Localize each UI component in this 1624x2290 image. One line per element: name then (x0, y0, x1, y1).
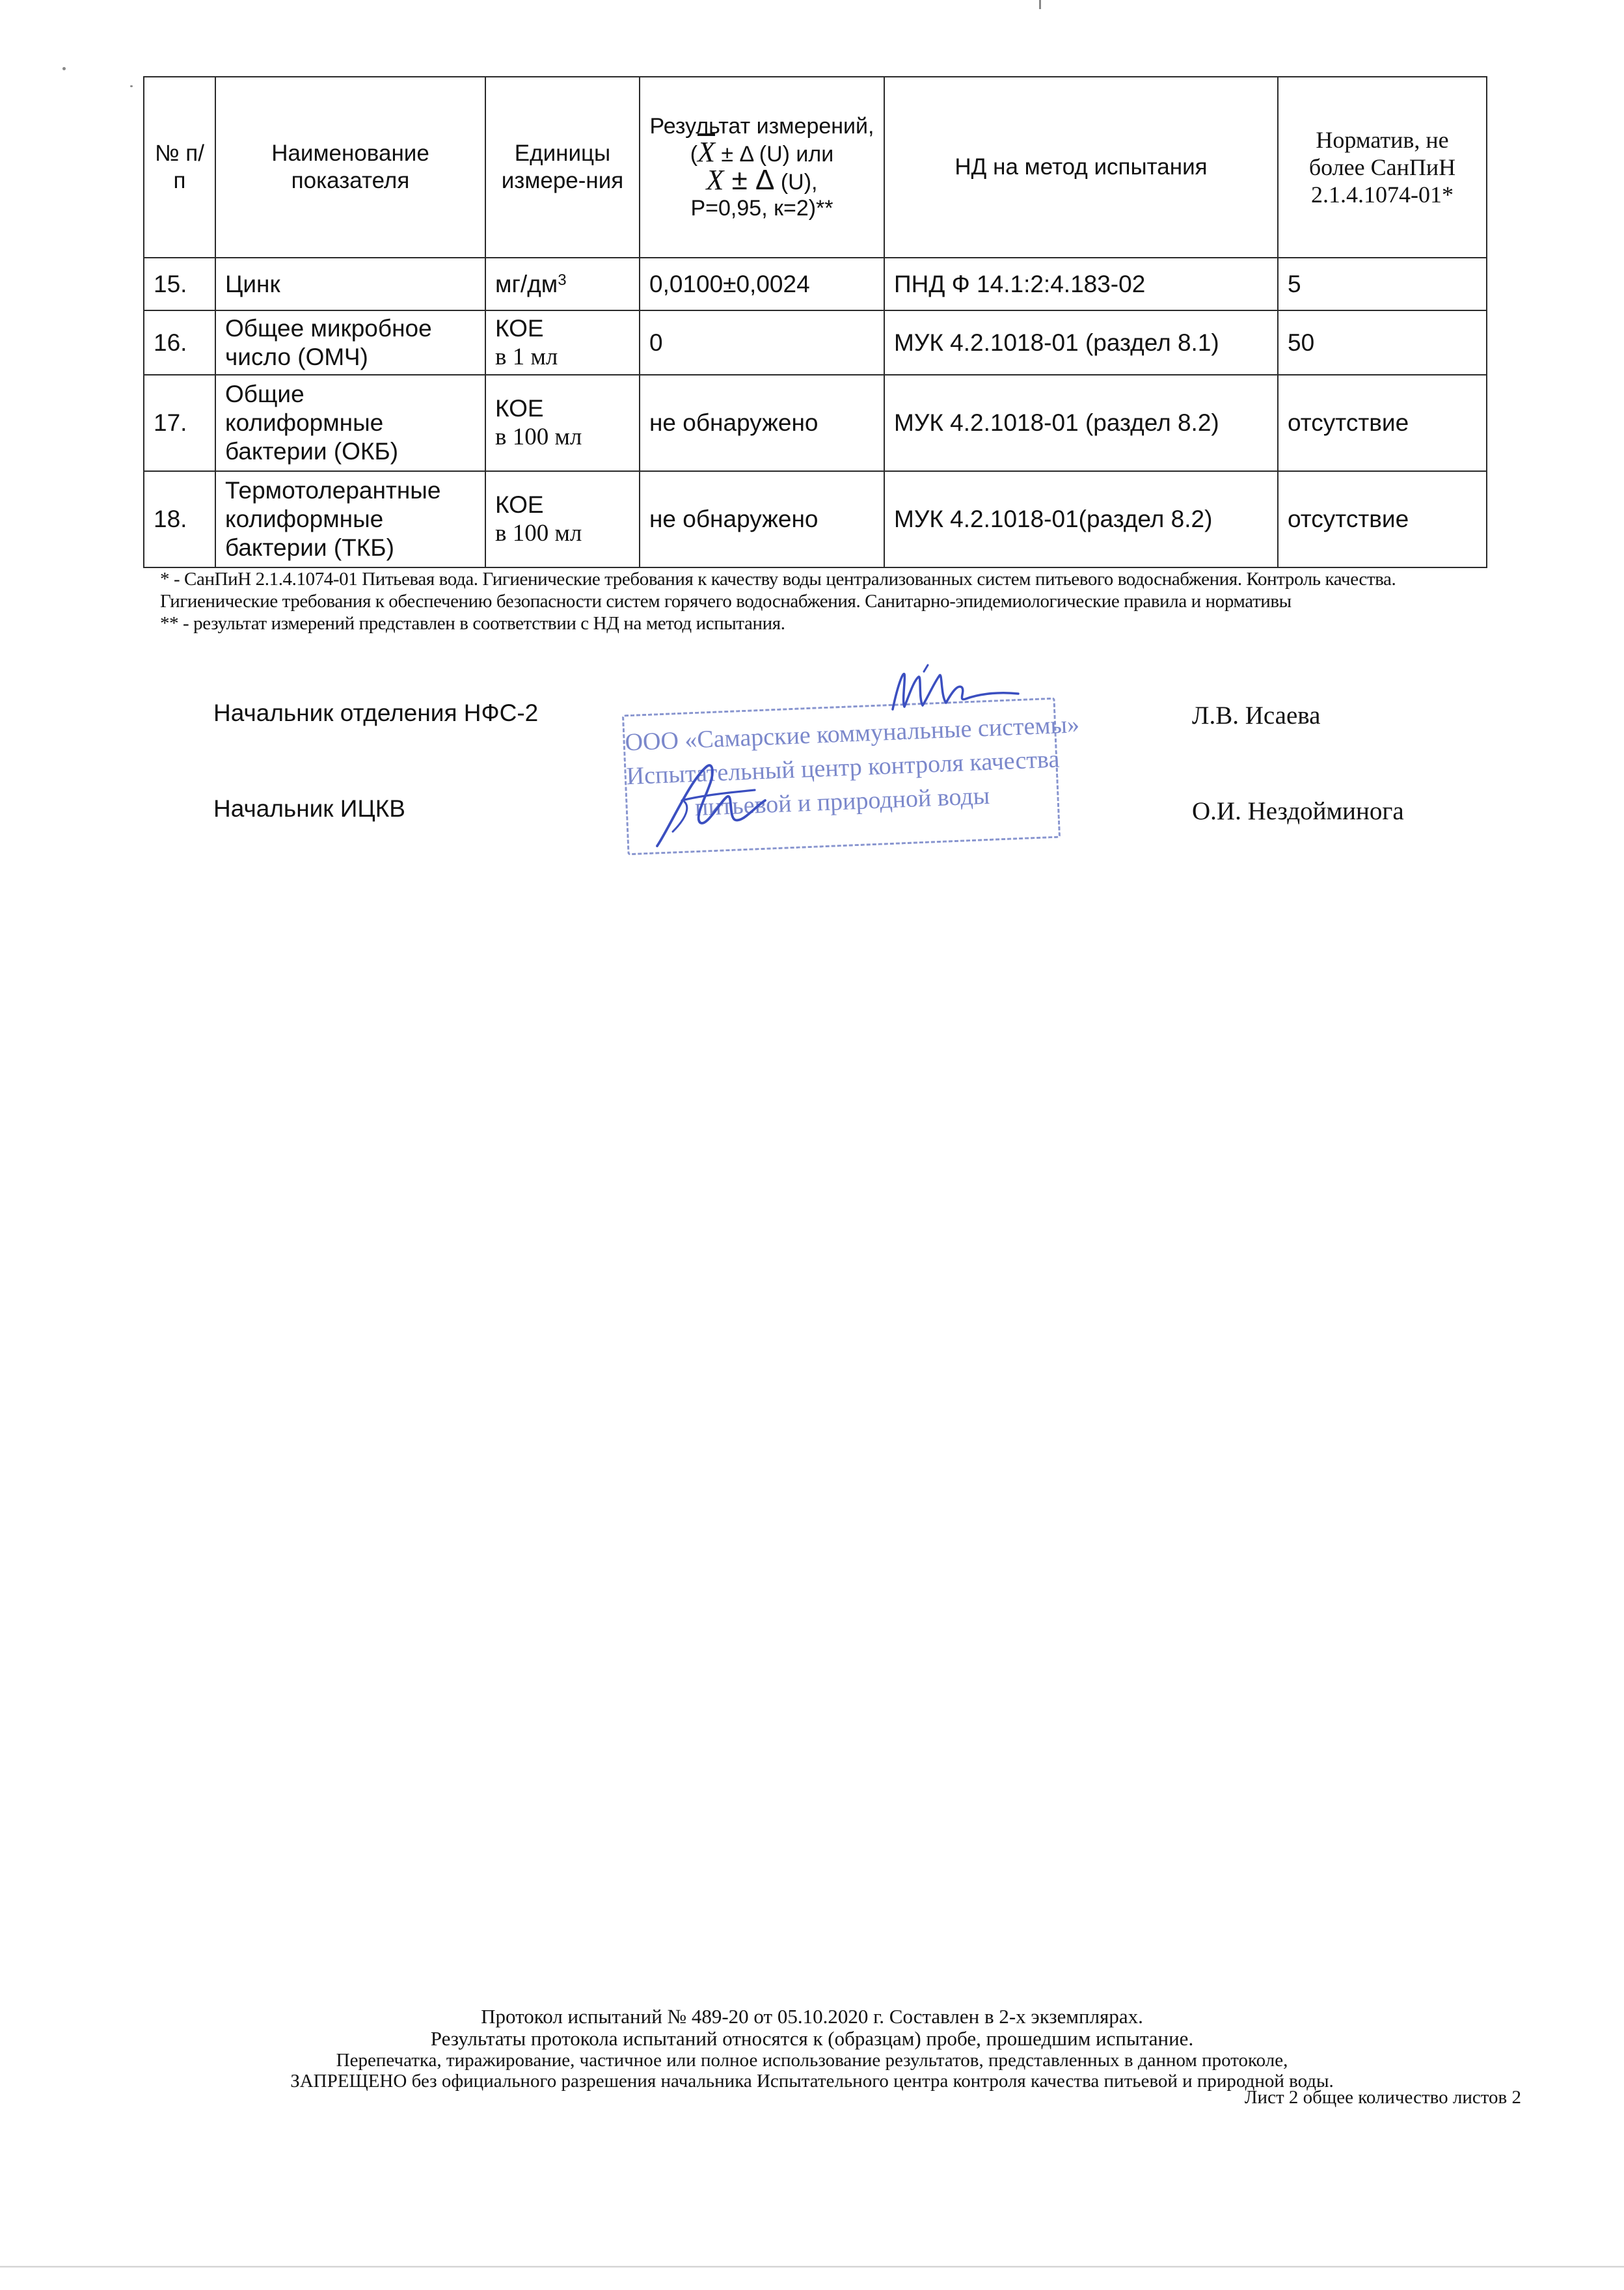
row-number: 17. (144, 375, 215, 471)
stamp-line-center: Испытательный центр контроля качества (625, 745, 1061, 791)
row-unit: КОЕ в 100 мл (485, 471, 640, 567)
signatory-name-1: Л.В. Исаева (1192, 702, 1321, 729)
scan-speck (1039, 0, 1041, 9)
footnote-sanpin-continued: Гигиенические требования к обеспечению безопасности систем горячего водоснабжения. Санитарно-эпидемиологические правила и нормативы (160, 591, 1292, 612)
results-table (143, 76, 1487, 568)
header-measurement-result (640, 77, 884, 258)
protocol-prohibition-line: ЗАПРЕЩЕНО без официального разрешения начальника Испытательного центра контроля качества питьевой и природной воды. (290, 2071, 1334, 2092)
table-row (144, 471, 1487, 567)
row-indicator-name: Общие колиформные бактерии (ОКБ) (215, 375, 485, 471)
row-method: ПНД Ф 14.1:2:4.183-02 (884, 258, 1278, 310)
formula-x-bar: $\overline{X}$ (697, 136, 715, 168)
table-row (144, 375, 1487, 471)
header-units: Единицы измере-ния (485, 77, 640, 258)
footnote-measurement: ** - результат измерений представлен в соответствии с НД на метод испытания. (160, 613, 785, 634)
header-test-method: НД на метод испытания (884, 77, 1278, 258)
row-number: 18. (144, 471, 215, 567)
footnotes (160, 568, 1526, 634)
row-result: 0 (640, 310, 884, 375)
row-indicator-name: Общее микробное число (ОМЧ) (215, 310, 485, 375)
row-norm: отсутствие (1278, 471, 1487, 567)
stamp-line-water: питьевой и природной воды (694, 782, 990, 822)
row-number: 16. (144, 310, 215, 375)
scan-speck (62, 67, 66, 70)
row-norm: 50 (1278, 310, 1487, 375)
header-number: № п/п (144, 77, 215, 258)
row-method: МУК 4.2.1018-01 (раздел 8.1) (884, 310, 1278, 375)
sheet-counter: Лист 2 общее количество листов 2 (1244, 2087, 1521, 2108)
header-result-formula-1: ($\overline{X} \pm \Delta$ (U) или (690, 136, 834, 168)
signatory-name-2: О.И. Нездойминога (1192, 797, 1404, 825)
row-indicator-name: Цинк (215, 258, 485, 310)
scan-page-edge (0, 2266, 1624, 2268)
protocol-scope-line: Результаты протокола испытаний относятся к (образцам) пробе, прошедшим испытание. (430, 2027, 1194, 2050)
row-method: МУК 4.2.1018-01(раздел 8.2) (884, 471, 1278, 567)
header-result-title: Результат измерений, (649, 114, 874, 139)
protocol-reprint-line: Перепечатка, тиражирование, частичное или полное использование результатов, представленных в данном протоколе, (336, 2050, 1288, 2071)
row-result: 0,0100±0,0024 (640, 258, 884, 310)
signatory-title-1: Начальник отделения НФС-2 (213, 700, 539, 726)
footnote-sanpin: * - СанПиН 2.1.4.1074-01 Питьевая вода. Гигиенические требования к качеству воды централизованных систем питьевого водоснабжения. Контроль качества. (160, 569, 1396, 590)
signature-isaeva (885, 659, 1028, 730)
row-unit: $мг/дм^3$ (485, 258, 640, 310)
formula-x: X (706, 164, 724, 196)
signature-nezdoyminoga (644, 755, 794, 852)
row-norm: 5 (1278, 258, 1487, 310)
table-row (144, 310, 1487, 375)
row-number: 15. (144, 258, 215, 310)
header-norm: Норматив, не более СанПиН 2.1.4.1074-01* (1278, 77, 1487, 258)
row-method: МУК 4.2.1018-01 (раздел 8.2) (884, 375, 1278, 471)
header-result-formula-2: X ± Δ (U), (706, 164, 818, 196)
table-header-row (144, 77, 1487, 258)
row-unit: КОЕ в 100 мл (485, 375, 640, 471)
row-indicator-name: Термотолерантные колиформные бактерии (ТКБ) (215, 471, 485, 567)
header-indicator-name: Наименование показателя (215, 77, 485, 258)
row-result: не обнаружено (640, 375, 884, 471)
protocol-number-line: Протокол испытаний № 489-20 от 05.10.2020 г. Составлен в 2-х экземплярах. (481, 2005, 1143, 2028)
signatory-title-2: Начальник ИЦКВ (213, 795, 405, 822)
scan-speck (130, 85, 133, 87)
row-result: не обнаружено (640, 471, 884, 567)
protocol-footer (0, 2006, 1624, 2092)
row-norm: отсутствие (1278, 375, 1487, 471)
header-result-conditions: P=0,95, к=2)** (690, 196, 833, 221)
stamp-line-organization: ООО «Самарские коммунальные системы» (624, 711, 1080, 757)
row-unit: КОЕ в 1 мл (485, 310, 640, 375)
table-row (144, 258, 1487, 310)
